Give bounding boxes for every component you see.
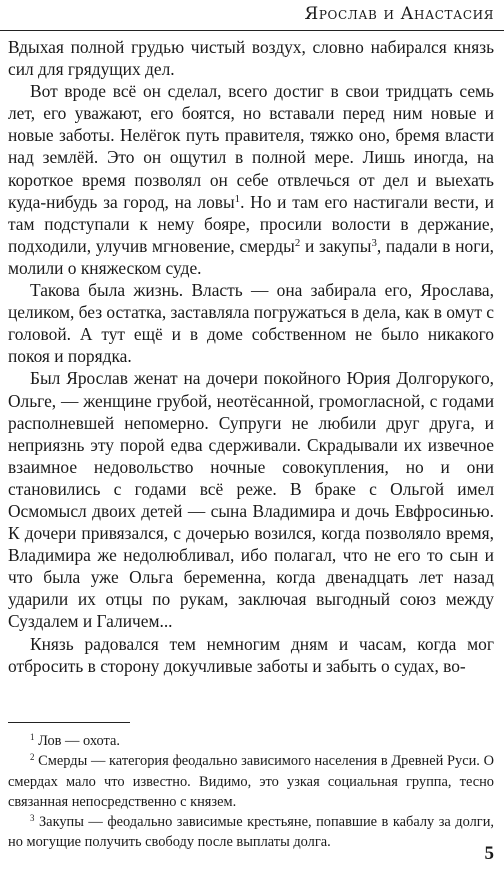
- footnote-text: Смерды — категория феодально зависимого населения в Древней Руси. О смердах мало что известно. Видимо, это узкая социальная группа, тесно связанная непосредственно с князем.: [8, 753, 494, 810]
- footnote-ref: 2: [294, 236, 301, 249]
- footnote: [8, 751, 494, 812]
- paragraph: Был Ярослав женат на дочери покойного Юрия Долгорукого, Ольге, — женщине грубой, неотёсанной, громогласной, с годами располневшей непомерно. Супруги не любили друг друга, и неприязнь эту порой едва сдерживали. Скрадывали их извечное взаимное недовольство ночные совокупления, но и они становились с годами всё реже. В браке с Ольгой имел Осмомысл двоих детей — сына Владимира и дочь Евфросинью. К дочери привязался, с дочерью возился, когда позволяло время, Владимира же недолюбливал, ибо полагал, что не его то сын и что была уже Ольга беременна, когда двенадцать лет назад ударили их отцы по рукам, заключая выгодный союз между Суздалем и Галичем...: [8, 368, 494, 632]
- paragraph: [8, 80, 494, 279]
- paragraph: Князь радовался тем немногим дням и часам, когда мог отбросить в сторону докучливые заботы и забыть о судах, во-: [8, 633, 494, 676]
- footnote-rule: [8, 722, 130, 723]
- footnote-number: 3: [30, 813, 35, 824]
- paragraph: Такова была жизнь. Власть — она забирала его, Ярослава, целиком, без остатка, заставляла погружаться в дела, как в омут с головой. А тут ещё и в доме собственном не было никакого покоя и порядка.: [8, 280, 494, 367]
- page-number: 5: [484, 843, 494, 864]
- text-run: и закупы: [300, 235, 372, 256]
- paragraph: Вдыхая полной грудью чистый воздух, словно набирался князь сил для грядущих дел.: [8, 37, 494, 80]
- text-run: , падали в ноги, молили о княжеском суде.: [8, 235, 495, 278]
- footnotes: [8, 731, 494, 853]
- footnote-text: Лов — охота.: [38, 733, 120, 749]
- running-head: Ярослав и Анастасия: [304, 4, 494, 24]
- text-run: . Но и там его настигали вести, и там подступали к нему бояре, просили волости в держание, подходили, улучив мгновение, смерды: [8, 191, 494, 256]
- footnote: [8, 731, 494, 751]
- main-text: [8, 36, 494, 677]
- text-run: Вот вроде всё он сделал, всего достиг в свои тридцать семь лет, его уважают, его боятся, но вставали перед ним новые и новые заботы. Нелёгок путь правителя, тяжко оно, бремя власти над землёй. Это он ощутил в полной мере. Лишь иногда, на короткое время позволял он себе отвлечься от дел и выехать куда-нибудь за город, на ловы: [8, 81, 494, 212]
- footnote-ref: 3: [371, 236, 377, 249]
- footnote-number: 2: [30, 752, 35, 763]
- page-header: [0, 0, 504, 31]
- footnote-text: Закупы — феодально зависимые крестьяне, попавшие в кабалу за долги, но могущие получить свободу после выплаты долга.: [8, 814, 494, 851]
- footnote-number: 1: [30, 732, 35, 743]
- footnote: [8, 812, 494, 853]
- footnote-ref: 1: [234, 192, 241, 205]
